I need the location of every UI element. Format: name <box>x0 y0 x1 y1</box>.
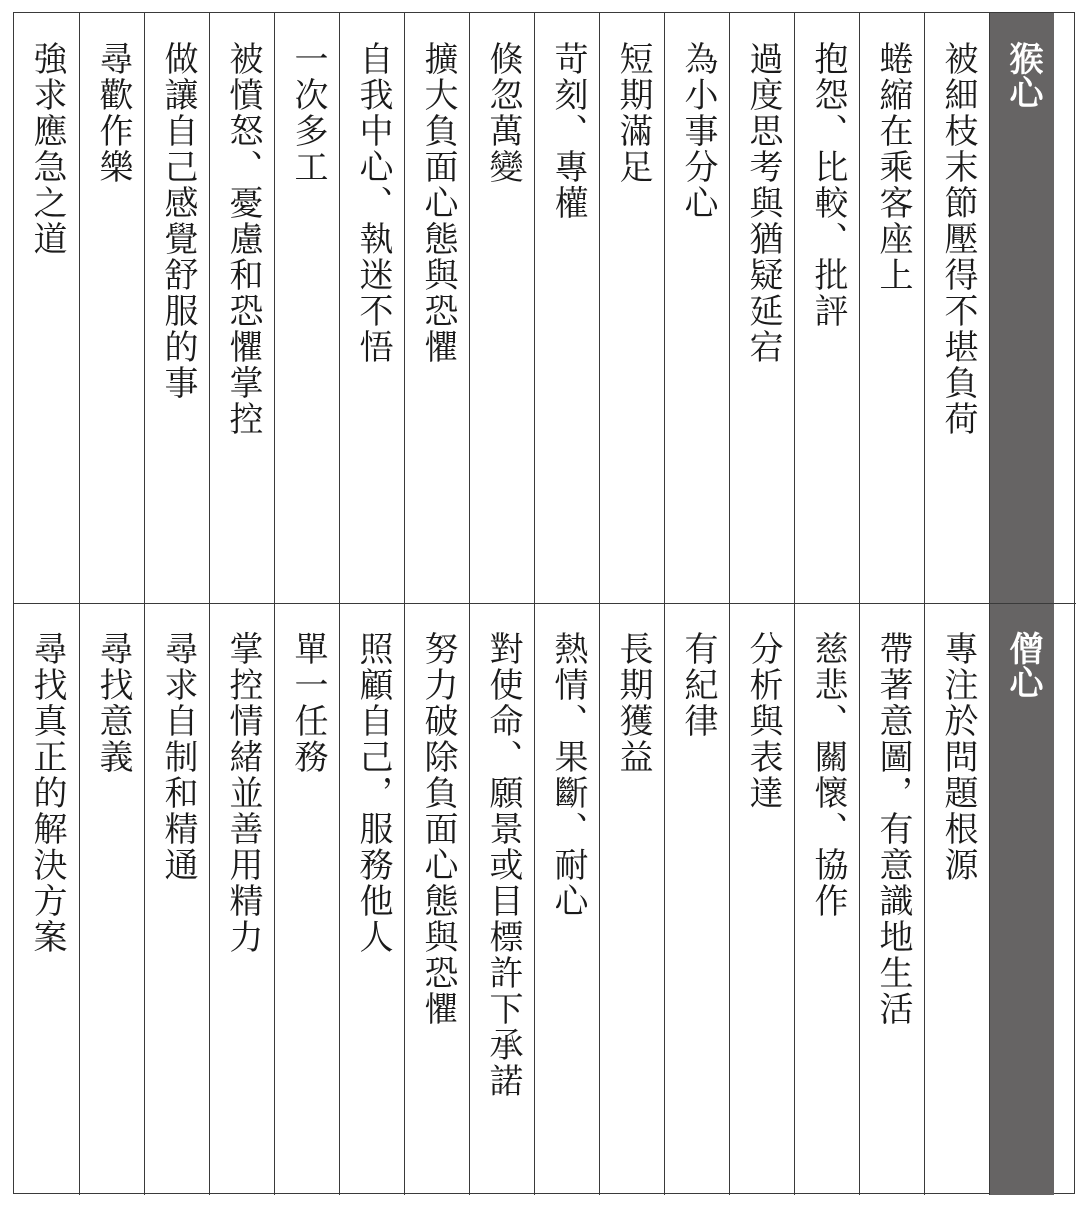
table-row <box>534 13 599 1195</box>
monk-cell: 慈悲、關懷、協作 <box>808 631 848 919</box>
monk-cell: 長期獲益 <box>613 631 653 775</box>
monkey-cell: 自我中心、執迷不悟 <box>353 41 393 365</box>
monkey-cell: 尋歡作樂 <box>93 41 133 185</box>
monkey-cell: 被細枝末節壓得不堪負荷 <box>938 41 978 437</box>
header-monkey-mind: 猴心 <box>1003 41 1043 109</box>
monk-cell: 有紀律 <box>678 631 718 739</box>
comparison-table <box>13 12 1075 1194</box>
monkey-cell: 做讓自己感覺舒服的事 <box>158 41 198 401</box>
header-column <box>989 13 1054 1195</box>
table-row <box>729 13 794 1195</box>
table-row <box>14 13 79 1195</box>
monk-cell: 熱情、果斷、耐心 <box>548 631 588 919</box>
monk-cell: 單一任務 <box>288 631 328 775</box>
monk-cell: 尋求自制和精通 <box>158 631 198 883</box>
monkey-cell: 一次多工 <box>288 41 328 185</box>
monk-cell: 努力破除負面心態與恐懼 <box>418 631 458 1027</box>
monkey-cell: 苛刻、專權 <box>548 41 588 221</box>
table-row <box>339 13 404 1195</box>
table-row <box>859 13 924 1195</box>
monkey-cell: 過度思考與猶疑延宕 <box>743 41 783 365</box>
monk-cell: 分析與表達 <box>743 631 783 811</box>
monk-cell: 對使命、願景或目標許下承諾 <box>483 631 523 1099</box>
monk-cell: 尋找真正的解決方案 <box>27 631 67 955</box>
table-row <box>79 13 144 1195</box>
table-row <box>794 13 859 1195</box>
table-row <box>209 13 274 1195</box>
section-divider <box>14 603 1076 604</box>
table-row <box>599 13 664 1195</box>
header-monk-mind: 僧心 <box>1003 631 1043 699</box>
table-row <box>404 13 469 1195</box>
monkey-cell: 強求應急之道 <box>27 41 67 257</box>
monk-cell: 帶著意圖，有意識地生活 <box>873 631 913 1027</box>
table-row <box>274 13 339 1195</box>
monkey-cell: 被憤怒、憂慮和恐懼掌控 <box>223 41 263 437</box>
monkey-cell: 蜷縮在乘客座上 <box>873 41 913 293</box>
monkey-cell: 擴大負面心態與恐懼 <box>418 41 458 365</box>
monkey-cell: 短期滿足 <box>613 41 653 185</box>
monkey-cell: 抱怨、比較、批評 <box>808 41 848 329</box>
table-row <box>144 13 209 1195</box>
table-row <box>924 13 989 1195</box>
table-row <box>469 13 534 1195</box>
table-row <box>664 13 729 1195</box>
monk-cell: 掌控情緒並善用精力 <box>223 631 263 955</box>
monkey-cell: 為小事分心 <box>678 41 718 221</box>
monk-cell: 專注於問題根源 <box>938 631 978 883</box>
monk-cell: 尋找意義 <box>93 631 133 775</box>
monkey-cell: 倏忽萬變 <box>483 41 523 185</box>
monk-cell: 照顧自己，服務他人 <box>353 631 393 955</box>
